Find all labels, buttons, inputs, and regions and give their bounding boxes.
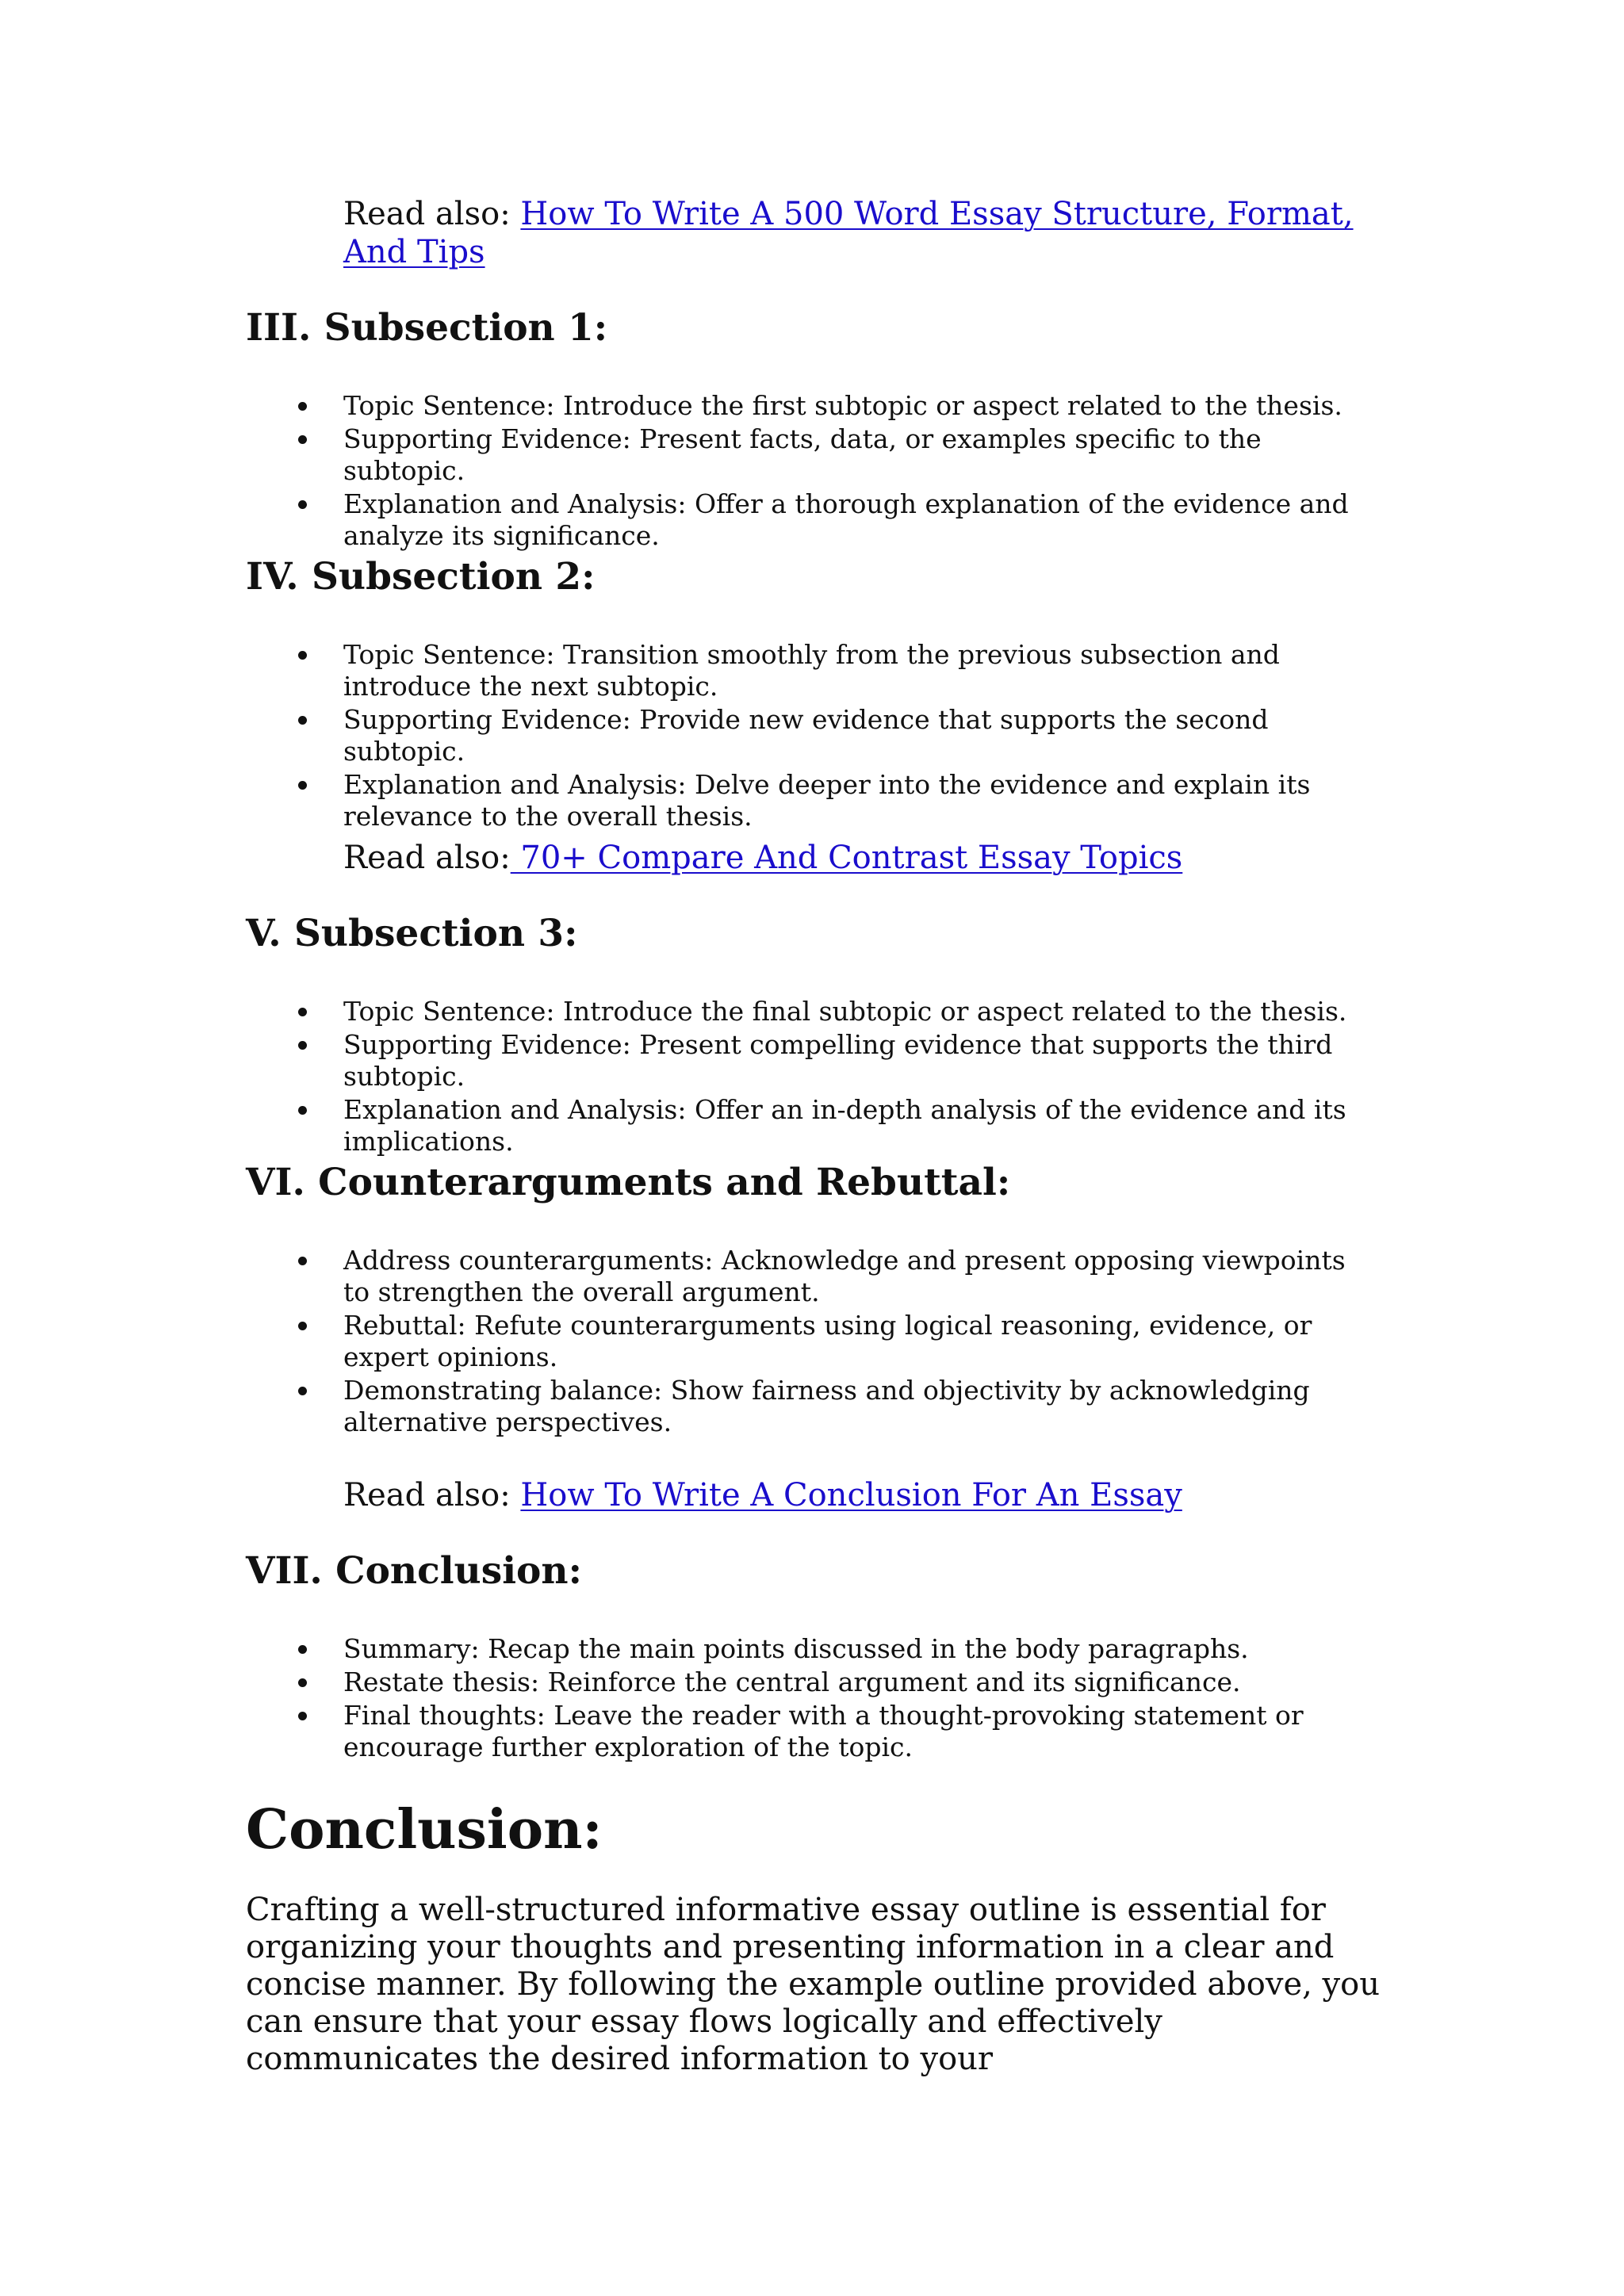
bullet-icon bbox=[298, 651, 307, 660]
list-item bbox=[343, 423, 1374, 487]
read-also-link-line-1[interactable]: How To Write A 500 Word Essay Structure, Format, bbox=[520, 196, 1354, 232]
list-item bbox=[343, 1667, 1374, 1698]
list-item bbox=[343, 769, 1374, 832]
list-item bbox=[343, 1029, 1374, 1093]
read-also-link-line-2[interactable]: And Tips bbox=[343, 234, 485, 270]
read-also-block bbox=[343, 839, 1374, 877]
list-item-text: Address counterarguments: Acknowledge and present opposing viewpoints to strengthen the overall argument. bbox=[343, 1245, 1346, 1307]
read-also-label: Read also: bbox=[343, 840, 511, 876]
bullet-list-subsection-2 bbox=[343, 639, 1374, 834]
list-item-text: Final thoughts: Leave the reader with a thought-provoking statement or encourage further exploration of the topic. bbox=[343, 1700, 1304, 1762]
bullet-list-conclusion bbox=[343, 1633, 1374, 1765]
list-item-text: Topic Sentence: Transition smoothly from the previous subsection and introduce the next subtopic. bbox=[343, 639, 1280, 702]
list-item bbox=[343, 488, 1374, 552]
list-item bbox=[343, 390, 1374, 422]
read-also-label: Read also: bbox=[343, 1477, 521, 1513]
section-heading-subsection-1: III. Subsection 1: bbox=[246, 306, 608, 350]
list-item bbox=[343, 996, 1374, 1027]
list-item-text: Explanation and Analysis: Offer an in-depth analysis of the evidence and its implications. bbox=[343, 1094, 1346, 1157]
list-item bbox=[343, 639, 1374, 702]
bullet-icon bbox=[298, 1712, 307, 1720]
list-item-text: Supporting Evidence: Provide new evidence that supports the second subtopic. bbox=[343, 704, 1269, 767]
bullet-icon bbox=[298, 500, 307, 509]
read-also-block bbox=[343, 1476, 1374, 1514]
bullet-list-subsection-1 bbox=[343, 390, 1374, 553]
section-heading-conclusion: VII. Conclusion: bbox=[246, 1549, 582, 1593]
bullet-list-counterarguments bbox=[343, 1245, 1374, 1440]
list-item-text: Summary: Recap the main points discussed in the body paragraphs. bbox=[343, 1633, 1249, 1664]
list-item bbox=[343, 1094, 1374, 1158]
bullet-icon bbox=[298, 1041, 307, 1050]
list-item bbox=[343, 1633, 1374, 1665]
list-item-text: Supporting Evidence: Present compelling evidence that supports the third subtopic. bbox=[343, 1029, 1333, 1092]
list-item bbox=[343, 1310, 1374, 1373]
read-also-block bbox=[343, 195, 1374, 271]
list-item-text: Demonstrating balance: Show fairness and objectivity by acknowledging alternative perspectives. bbox=[343, 1375, 1310, 1437]
bullet-icon bbox=[298, 1257, 307, 1265]
bullet-icon bbox=[298, 1008, 307, 1016]
list-item-text: Rebuttal: Refute counterarguments using logical reasoning, evidence, or expert opinions. bbox=[343, 1310, 1312, 1372]
bullet-icon bbox=[298, 1387, 307, 1395]
list-item bbox=[343, 1375, 1374, 1438]
list-item bbox=[343, 1245, 1374, 1308]
bullet-icon bbox=[298, 716, 307, 725]
section-heading-subsection-2: IV. Subsection 2: bbox=[246, 555, 596, 599]
conclusion-paragraph: Crafting a well-structured informative essay outline is essential for organizing your thoughts and presenting information in a clear and concise manner. By following the example outline provided above, you can ensure that your essay flows logically and effectively communicates the desired information to your bbox=[246, 1892, 1380, 2077]
list-item bbox=[343, 704, 1374, 767]
list-item-text: Explanation and Analysis: Offer a thorough explanation of the evidence and analyze its significance. bbox=[343, 488, 1349, 551]
bullet-icon bbox=[298, 781, 307, 790]
bullet-list-subsection-3 bbox=[343, 996, 1374, 1159]
read-also-link-conclusion[interactable]: How To Write A Conclusion For An Essay bbox=[520, 1477, 1182, 1513]
list-item-text: Restate thesis: Reinforce the central argument and its significance. bbox=[343, 1667, 1241, 1697]
list-item-text: Supporting Evidence: Present facts, data, or examples specific to the subtopic. bbox=[343, 423, 1262, 486]
section-heading-subsection-3: V. Subsection 3: bbox=[246, 912, 578, 955]
read-also-link-compare-contrast[interactable]: 70+ Compare And Contrast Essay Topics bbox=[510, 840, 1183, 876]
bullet-icon bbox=[298, 435, 307, 444]
conclusion-heading: Conclusion: bbox=[246, 1798, 603, 1862]
list-item-text: Explanation and Analysis: Delve deeper into the evidence and explain its relevance to the overall thesis. bbox=[343, 769, 1311, 832]
list-item-text: Topic Sentence: Introduce the first subtopic or aspect related to the thesis. bbox=[343, 390, 1342, 421]
bullet-icon bbox=[298, 1678, 307, 1687]
bullet-icon bbox=[298, 1106, 307, 1115]
list-item-text: Topic Sentence: Introduce the final subtopic or aspect related to the thesis. bbox=[343, 996, 1347, 1027]
read-also-label: Read also: bbox=[343, 196, 521, 232]
bullet-icon bbox=[298, 1645, 307, 1654]
section-heading-counterarguments: VI. Counterarguments and Rebuttal: bbox=[246, 1161, 1011, 1204]
bullet-icon bbox=[298, 402, 307, 411]
bullet-icon bbox=[298, 1322, 307, 1330]
list-item bbox=[343, 1700, 1374, 1763]
